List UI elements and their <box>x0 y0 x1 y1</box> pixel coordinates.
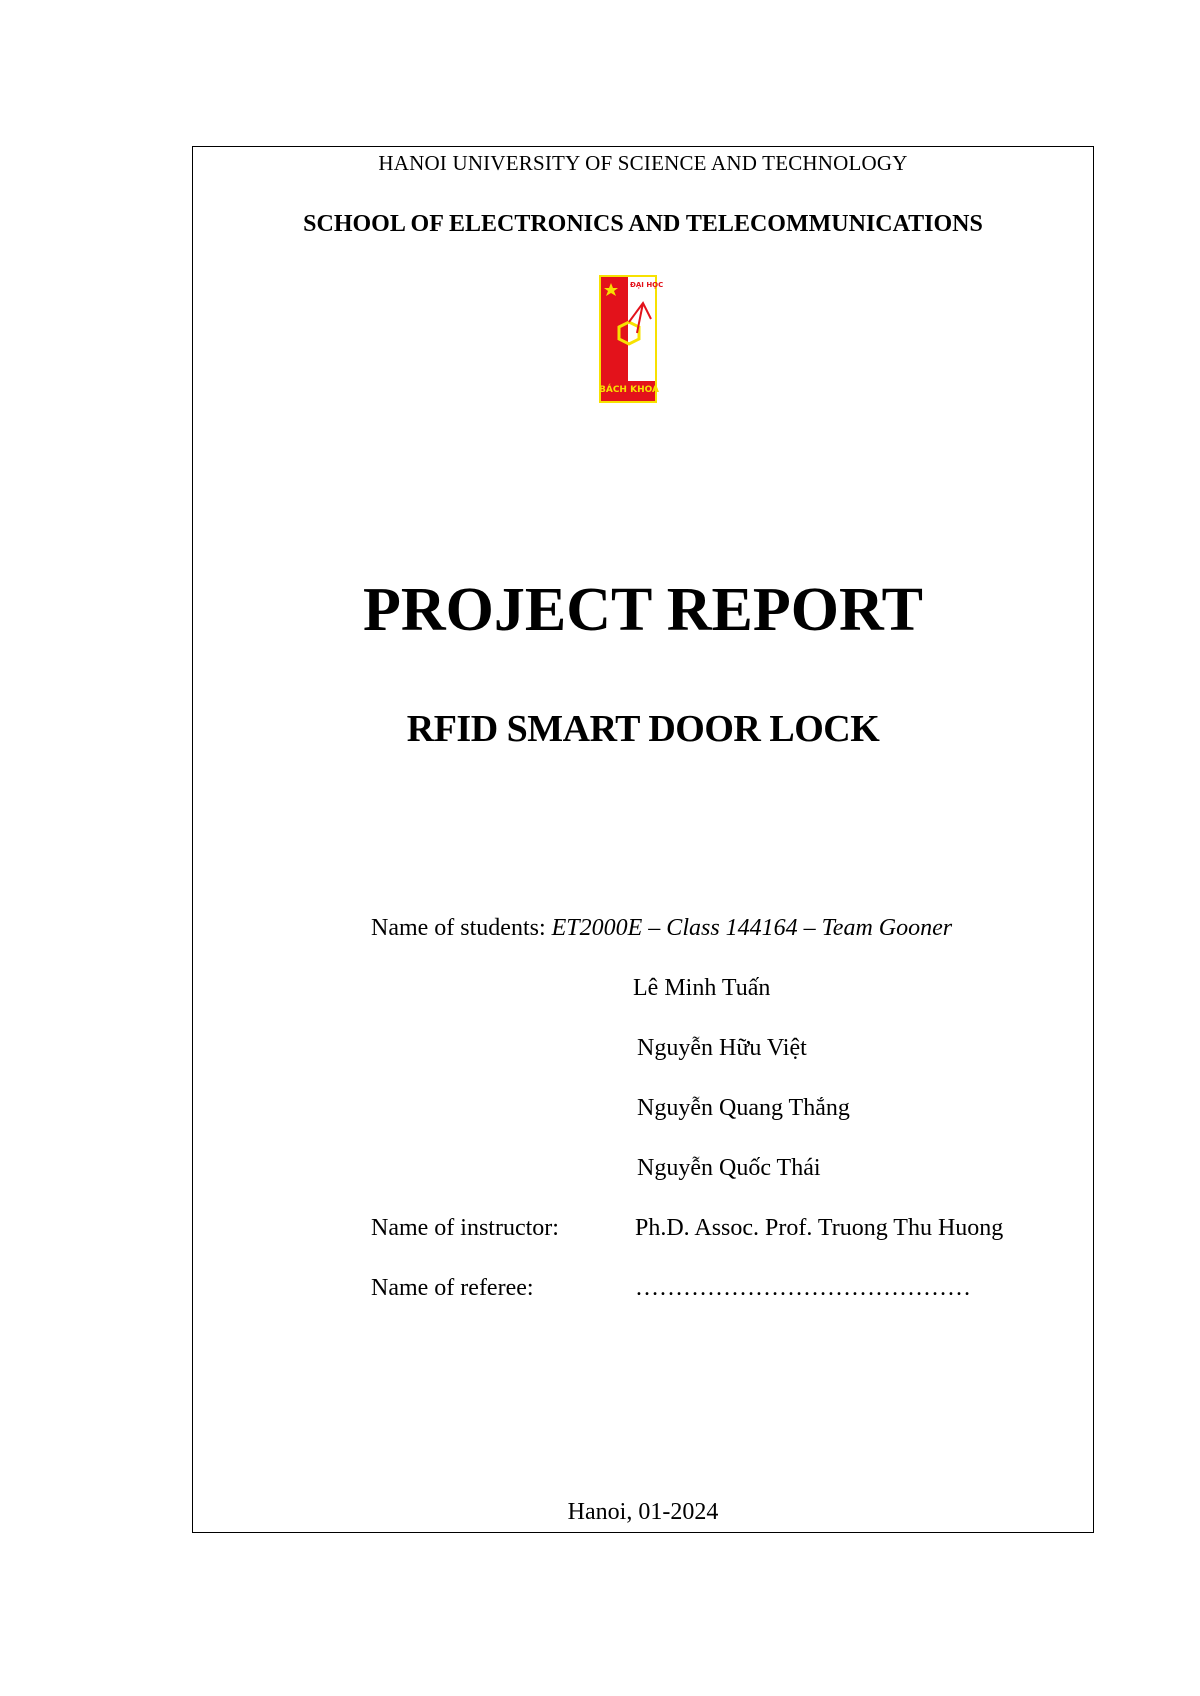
students-label: Name of students: <box>371 915 546 941</box>
student-member: Lê Minh Tuấn <box>633 975 771 1001</box>
student-member: Nguyễn Hữu Việt <box>637 1035 807 1061</box>
referee-line <box>371 1275 971 1302</box>
university-name: HANOI UNIVERSITY OF SCIENCE AND TECHNOLOGY <box>378 151 908 175</box>
referee-label: Name of referee: <box>371 1275 534 1301</box>
project-subtitle: RFID SMART DOOR LOCK <box>406 708 880 750</box>
students-line <box>371 915 952 942</box>
logo-top-text: ĐẠI HỌC <box>630 281 664 289</box>
instructor-label: Name of instructor: <box>371 1215 559 1241</box>
cover-page-border <box>192 146 1094 1533</box>
team-info: ET2000E – Class 144164 – Team Gooner <box>551 915 953 941</box>
logo-bottom-text: BÁCH KHOA <box>599 385 659 395</box>
school-name: SCHOOL OF ELECTRONICS AND TELECOMMUNICATIONS <box>303 211 983 237</box>
report-title: PROJECT REPORT <box>363 576 923 644</box>
student-member: Nguyễn Quốc Thái <box>637 1155 821 1181</box>
instructor-value: Ph.D. Assoc. Prof. Truong Thu Huong <box>635 1215 1004 1241</box>
referee-value: …………………………………… <box>635 1275 971 1301</box>
place-and-date: Hanoi, 01-2024 <box>567 1499 719 1525</box>
student-member: Nguyễn Quang Thắng <box>637 1095 850 1121</box>
instructor-line <box>371 1215 1003 1242</box>
bach-khoa-logo-icon <box>599 275 664 403</box>
